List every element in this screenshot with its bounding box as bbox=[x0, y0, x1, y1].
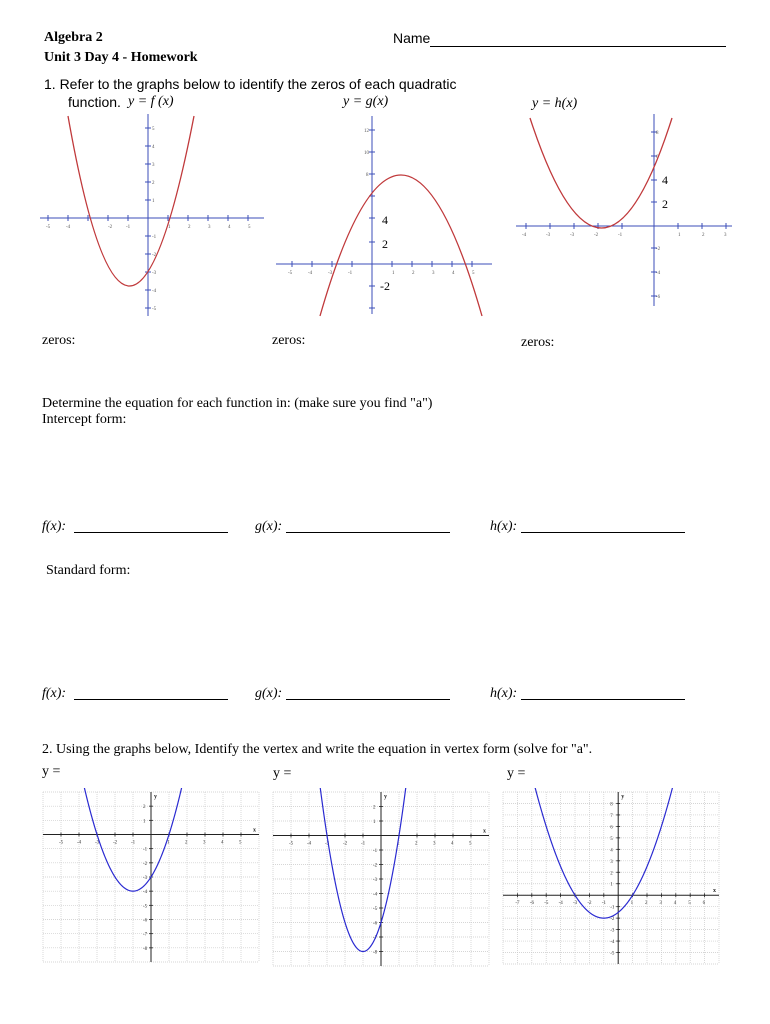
problem2-graph-1-y-tick-label: -2 bbox=[143, 861, 148, 867]
problem2-graph-3-y-tick-label: 2 bbox=[610, 871, 613, 877]
svg-text:12: 12 bbox=[364, 129, 369, 134]
problem2-graph-2-x-tick-label: 3 bbox=[433, 841, 436, 847]
svg-text:-4: -4 bbox=[522, 233, 527, 238]
problem2-graph-2-x-tick-label: -4 bbox=[307, 841, 312, 847]
problem2-graph-3-y-tick-label: 7 bbox=[610, 813, 613, 819]
problem2-graph-3-x-tick-label: -1 bbox=[601, 901, 606, 907]
svg-text:-1: -1 bbox=[618, 233, 623, 238]
intercept-answer-f-line[interactable] bbox=[74, 532, 228, 533]
problem2-graph-3-y-tick-label: 5 bbox=[610, 836, 613, 842]
problem2-graph-3-x-tick-label: 3 bbox=[659, 901, 662, 907]
problem2-y-label-3: y = bbox=[507, 766, 526, 781]
graph-f bbox=[36, 110, 268, 320]
svg-text:-5: -5 bbox=[288, 271, 293, 276]
svg-text:-5: -5 bbox=[152, 307, 157, 312]
standard-answer-h-label: h(x): bbox=[490, 686, 518, 701]
problem2-graph-1-y-tick-label: -3 bbox=[143, 876, 148, 881]
problem2-graph-3-x-tick-label: 5 bbox=[688, 901, 691, 907]
problem2-graph-3-y-tick-label: 6 bbox=[610, 825, 613, 831]
graph-h-annotation-4: 4 bbox=[662, 173, 668, 187]
problem2-graph-2-x-axis-letter: x bbox=[483, 828, 486, 835]
problem2-graph-1-y-axis-letter: y bbox=[154, 794, 157, 800]
problem2-graph-1-x-tick-label: 2 bbox=[185, 840, 188, 846]
problem2-graph-1-x-tick-label: -3 bbox=[95, 840, 100, 846]
problem2-y-label-1: y = bbox=[42, 764, 61, 779]
svg-text:-3: -3 bbox=[152, 271, 157, 276]
svg-text:-2: -2 bbox=[152, 253, 157, 258]
problem2-graph-3 bbox=[499, 788, 723, 968]
svg-text:-1: -1 bbox=[348, 271, 353, 276]
problem2-instruction: 2. Using the graphs below, Identify the vertex and write the equation in vertex form (solve for "a". bbox=[42, 742, 593, 757]
problem2-graph-1-y-tick-label: -8 bbox=[143, 946, 148, 952]
svg-text:4: 4 bbox=[452, 271, 455, 276]
name-label: Name bbox=[393, 30, 431, 46]
problem2-graph-1-x-tick-label: 5 bbox=[239, 840, 242, 846]
standard-answer-g-line[interactable] bbox=[286, 699, 450, 700]
problem2-graph-1-y-tick-label: 2 bbox=[143, 805, 146, 811]
problem2-graph-2-y-tick-label: -8 bbox=[373, 950, 378, 956]
zeros-label-h: zeros: bbox=[521, 335, 555, 350]
svg-text:-4: -4 bbox=[308, 271, 313, 276]
problem2-graph-1-x-tick-label: 1 bbox=[167, 840, 170, 846]
intercept-answer-h-label: h(x): bbox=[490, 519, 518, 534]
problem1-text-line1: 1. Refer to the graphs below to identify the zeros of each quadratic bbox=[44, 76, 457, 92]
svg-text:5: 5 bbox=[248, 225, 251, 230]
problem2-graph-2-y-tick-label: -3 bbox=[373, 878, 378, 883]
svg-text:2: 2 bbox=[412, 271, 415, 276]
problem2-graph-2-y-tick-label: -2 bbox=[373, 863, 378, 869]
svg-text:-3: -3 bbox=[328, 271, 333, 276]
svg-text:4: 4 bbox=[152, 145, 155, 150]
svg-text:-4: -4 bbox=[66, 225, 71, 230]
standard-answer-h-line[interactable] bbox=[521, 699, 685, 700]
standard-answer-f-label: f(x): bbox=[42, 686, 67, 701]
graph-h-tick-labels bbox=[522, 131, 727, 300]
problem2-graph-2-y-tick-label: -4 bbox=[373, 892, 378, 898]
problem2-graph-3-y-axis-letter: y bbox=[621, 794, 625, 800]
problem2-graph-1-y-tick-label: -4 bbox=[143, 890, 148, 896]
svg-text:-4: -4 bbox=[656, 271, 661, 276]
problem2-graph-3-y-tick-label: -3 bbox=[610, 928, 615, 934]
problem2-graph-2-y-tick-label: 1 bbox=[373, 820, 376, 825]
problem2-graph-1-y-tick-label: -5 bbox=[143, 904, 148, 910]
svg-text:4: 4 bbox=[228, 225, 231, 230]
problem2-graph-2-x-tick-label: -5 bbox=[289, 841, 294, 847]
problem2-graph-1-x-axis-letter: x bbox=[253, 827, 256, 834]
problem2-graph-2-x-tick-label: -1 bbox=[361, 841, 366, 847]
problem2-graph-1-x-tick-label: -2 bbox=[113, 840, 118, 846]
svg-text:3: 3 bbox=[724, 233, 727, 238]
problem2-graph-3-y-tick-label: -5 bbox=[610, 951, 615, 957]
problem2-graph-3-x-axis-letter: x bbox=[713, 888, 716, 895]
intercept-form-label: Intercept form: bbox=[42, 412, 127, 427]
problem2-graph-2-y-tick-label: -1 bbox=[373, 849, 378, 854]
problem2-graph-2-x-tick-label: 4 bbox=[451, 841, 454, 847]
zeros-label-g: zeros: bbox=[272, 333, 306, 348]
problem2-graph-3-y-tick-label: 1 bbox=[610, 882, 613, 888]
problem2-graph-2-x-tick-label: 5 bbox=[469, 841, 472, 847]
problem2-graph-3-x-tick-label: -5 bbox=[544, 901, 549, 907]
problem2-graph-2-y-tick-label: -7 bbox=[373, 936, 378, 941]
svg-text:1: 1 bbox=[152, 199, 155, 204]
problem2-graph-1-x-tick-label: -1 bbox=[131, 840, 136, 846]
svg-text:8: 8 bbox=[366, 173, 369, 178]
svg-text:10: 10 bbox=[364, 151, 369, 156]
svg-text:2: 2 bbox=[702, 233, 705, 238]
standard-answer-g-label: g(x): bbox=[255, 686, 283, 701]
svg-text:8: 8 bbox=[656, 131, 659, 136]
problem2-graph-2-x-tick-label: -2 bbox=[343, 841, 348, 847]
problem2-graph-3-y-tick-label: -2 bbox=[610, 917, 615, 923]
problem2-graph-2-y-tick-label: 2 bbox=[373, 805, 376, 811]
graph-h-annotation-2: 2 bbox=[662, 197, 668, 211]
problem2-graph-1-y-tick-label: -6 bbox=[143, 918, 148, 924]
problem2-graph-1-x-tick-label: -4 bbox=[77, 840, 82, 846]
problem2-graph-3-x-tick-label: -4 bbox=[558, 901, 563, 907]
problem2-graph-2-y-tick-label: -5 bbox=[373, 907, 378, 912]
intercept-answer-g-line[interactable] bbox=[286, 532, 450, 533]
svg-text:3: 3 bbox=[152, 163, 155, 168]
equation-instruction: Determine the equation for each function in: (make sure you find "a") bbox=[42, 396, 433, 411]
problem2-graph-1-x-tick-label: -5 bbox=[59, 840, 64, 846]
problem2-graph-3-x-tick-label: 4 bbox=[673, 901, 677, 907]
svg-text:6: 6 bbox=[656, 155, 659, 160]
graph-g-annotation-4: 4 bbox=[382, 213, 388, 227]
graph-h-parabola bbox=[530, 118, 672, 228]
standard-answer-f-line[interactable] bbox=[74, 699, 228, 700]
standard-form-label: Standard form: bbox=[46, 563, 131, 578]
problem2-graph-2-x-tick-label: 2 bbox=[415, 841, 418, 847]
svg-text:5: 5 bbox=[472, 271, 475, 276]
problem2-graph-3-y-tick-label: -4 bbox=[610, 940, 615, 946]
problem2-graph-3-x-tick-label: 1 bbox=[630, 901, 634, 907]
problem2-graph-3-x-tick-label: 6 bbox=[702, 901, 706, 907]
intercept-answer-f-label: f(x): bbox=[42, 519, 67, 534]
svg-text:1: 1 bbox=[392, 271, 395, 276]
svg-text:-2: -2 bbox=[656, 247, 661, 252]
problem2-graph-3-y-tick-label: 3 bbox=[610, 859, 613, 865]
course-title: Algebra 2 bbox=[44, 30, 103, 45]
problem2-graph-3-x-tick-label: -6 bbox=[529, 901, 534, 907]
graph-h-axes bbox=[516, 114, 732, 306]
graph-g-tick-labels bbox=[288, 129, 475, 276]
problem2-graph-1 bbox=[39, 788, 263, 966]
problem2-graph-3-x-tick-label: -7 bbox=[515, 901, 520, 907]
svg-text:-1: -1 bbox=[152, 235, 157, 240]
problem2-graph-1-y-tick-label: -1 bbox=[143, 847, 148, 853]
problem2-graph-3-y-tick-label: 4 bbox=[610, 848, 613, 854]
svg-text:2: 2 bbox=[152, 181, 155, 186]
unit-title: Unit 3 Day 4 - Homework bbox=[44, 50, 198, 65]
problem2-graph-3-x-tick-label: 2 bbox=[645, 901, 648, 907]
intercept-answer-h-line[interactable] bbox=[521, 532, 685, 533]
graph-h bbox=[512, 110, 736, 310]
problem2-graph-2-x-tick-label: 1 bbox=[397, 841, 400, 847]
graph-label-h: y = h(x) bbox=[532, 96, 578, 111]
problem2-graph-2-y-axis-letter: y bbox=[384, 794, 387, 800]
problem2-y-label-2: y = bbox=[273, 766, 292, 781]
problem2-graph-3-x-tick-label: -2 bbox=[587, 901, 592, 907]
svg-text:1: 1 bbox=[678, 233, 681, 238]
problem1-text-line2: function. bbox=[68, 94, 121, 110]
problem2-graph-1-x-tick-label: 4 bbox=[221, 840, 224, 846]
problem2-graph-1-x-tick-label: 3 bbox=[203, 840, 206, 846]
problem2-graph-2-y-tick-label: -6 bbox=[373, 921, 378, 927]
svg-text:3: 3 bbox=[432, 271, 435, 276]
svg-text:-1: -1 bbox=[126, 225, 131, 230]
graph-g-parabola bbox=[320, 175, 482, 316]
problem2-graph-3-y-tick-label: 8 bbox=[610, 802, 613, 808]
svg-text:-3: -3 bbox=[570, 233, 575, 238]
graph-g-annotation-neg2: -2 bbox=[380, 279, 390, 293]
name-blank-line[interactable] bbox=[430, 46, 726, 47]
svg-text:2: 2 bbox=[188, 225, 191, 230]
svg-text:-3: -3 bbox=[546, 233, 551, 238]
graph-label-f: y = f (x) bbox=[128, 94, 174, 109]
graph-label-g: y = g(x) bbox=[343, 94, 389, 109]
svg-text:-2: -2 bbox=[108, 225, 113, 230]
svg-text:5: 5 bbox=[152, 127, 155, 132]
graph-f-parabola bbox=[68, 116, 194, 286]
svg-text:-5: -5 bbox=[46, 225, 51, 230]
svg-text:3: 3 bbox=[208, 225, 211, 230]
problem2-graph-1-y-tick-label: -7 bbox=[143, 932, 148, 938]
svg-text:-2: -2 bbox=[594, 233, 599, 238]
graph-g bbox=[272, 112, 496, 318]
problem2-graph-1-y-tick-label: 1 bbox=[143, 819, 146, 825]
graph-g-annotation-2: 2 bbox=[382, 237, 388, 251]
intercept-answer-g-label: g(x): bbox=[255, 519, 283, 534]
problem2-graph-3-y-tick-label: -1 bbox=[610, 905, 615, 911]
problem2-graph-2 bbox=[269, 788, 493, 970]
svg-text:1: 1 bbox=[168, 225, 171, 230]
problem2-graph-2-x-tick-label: -3 bbox=[325, 841, 330, 847]
problem2-graph-3-x-tick-label: -3 bbox=[573, 901, 578, 907]
zeros-label-f: zeros: bbox=[42, 333, 76, 348]
svg-text:-6: -6 bbox=[656, 295, 661, 300]
svg-text:-4: -4 bbox=[152, 289, 157, 294]
